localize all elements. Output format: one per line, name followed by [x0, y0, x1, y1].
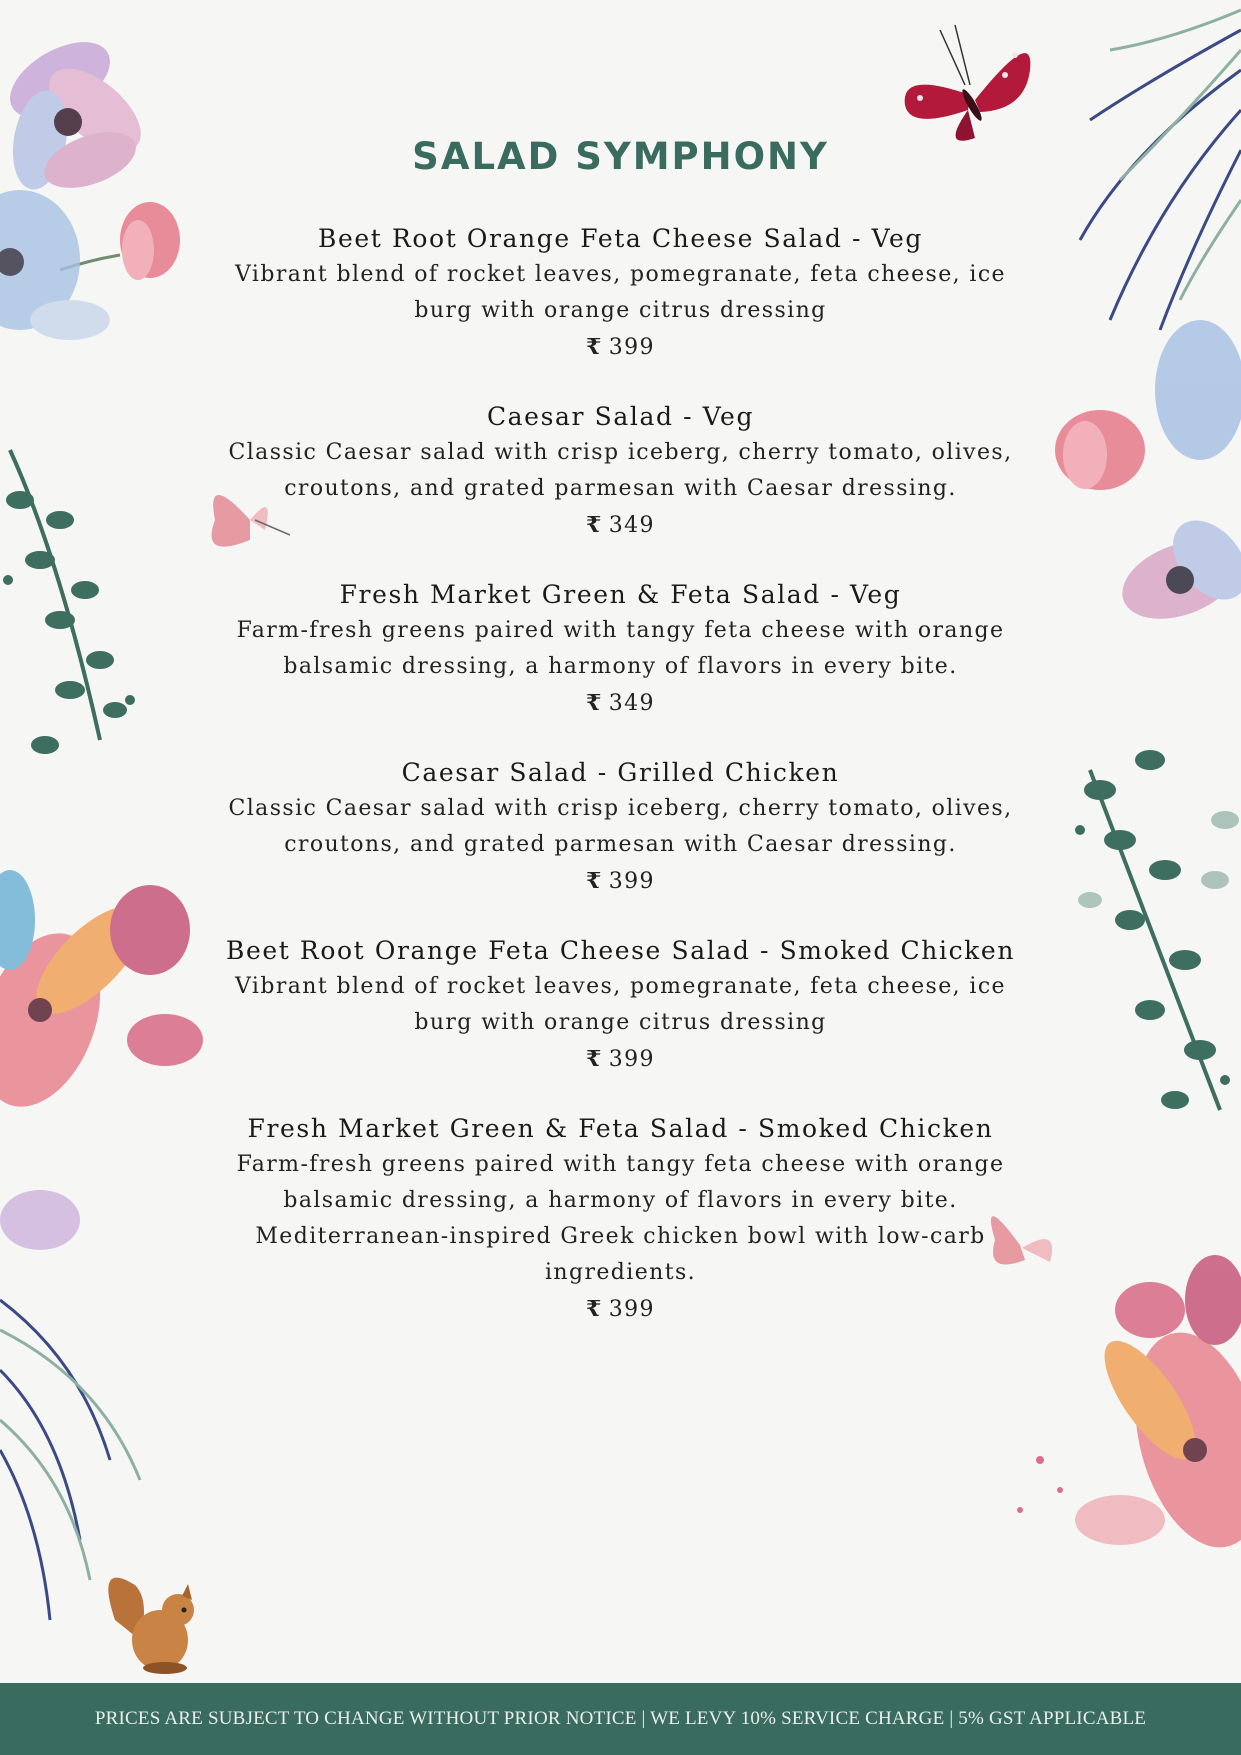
item-name: Beet Root Orange Feta Cheese Salad - Smoked Chicken — [225, 936, 1016, 965]
menu-title: SALAD SYMPHONY — [412, 135, 829, 178]
item-price-value: 399 — [608, 335, 655, 360]
item-name: Fresh Market Green & Feta Salad - Veg — [339, 580, 902, 609]
watercolor-flower-icon — [0, 1190, 80, 1250]
item-name: Beet Root Orange Feta Cheese Salad - Veg — [318, 224, 923, 253]
item-price — [220, 685, 1021, 722]
item-description: Classic Caesar salad with crisp iceberg, cherry tomato, olives, croutons, and grated parmesan with Caesar dressing. — [228, 440, 1013, 501]
item-price — [220, 1041, 1021, 1078]
menu-item — [220, 399, 1021, 544]
item-price — [220, 507, 1021, 544]
item-description: Vibrant blend of rocket leaves, pomegranate, feta cheese, ice burg with orange citrus dressing — [235, 974, 1006, 1035]
watercolor-flower-icon — [1055, 320, 1241, 633]
squirrel-icon — [108, 1578, 194, 1674]
item-price-value: 399 — [608, 1047, 655, 1072]
item-description: Classic Caesar salad with crisp iceberg, cherry tomato, olives, croutons, and grated parmesan with Caesar dressing. — [228, 796, 1013, 857]
watercolor-flower-icon — [0, 190, 110, 340]
eucalyptus-sprig-icon — [1075, 750, 1230, 1110]
menu-item — [220, 933, 1021, 1078]
item-description: Farm-fresh greens paired with tangy feta cheese with orange balsamic dressing, a harmony of flavors in every bite. — [236, 618, 1005, 679]
eucalyptus-sprig-icon — [1078, 811, 1239, 908]
palm-leaf-icon — [0, 1330, 140, 1580]
rupee-icon: ₹ — [586, 1296, 603, 1322]
item-description: Vibrant blend of rocket leaves, pomegranate, feta cheese, ice burg with orange citrus dressing — [235, 262, 1006, 323]
menu-item — [220, 755, 1021, 900]
rupee-icon: ₹ — [586, 690, 603, 716]
palm-leaf-icon — [0, 1300, 110, 1620]
palm-leaf-icon — [1080, 30, 1241, 330]
item-price-value: 399 — [608, 869, 655, 894]
eucalyptus-sprig-icon — [3, 450, 135, 754]
menu-item — [220, 577, 1021, 722]
item-price — [220, 1291, 1021, 1328]
item-description: Farm-fresh greens paired with tangy feta cheese with orange balsamic dressing, a harmony of flavors in every bite. Mediterranean-inspired Greek chicken bowl with low-carb ingredients. — [236, 1152, 1005, 1285]
item-name: Caesar Salad - Veg — [486, 402, 755, 431]
menu-item — [220, 1111, 1021, 1328]
rupee-icon: ₹ — [586, 868, 603, 894]
item-price-value: 349 — [608, 513, 655, 538]
menu-item — [220, 221, 1021, 366]
item-price — [220, 863, 1021, 900]
item-name: Fresh Market Green & Feta Salad - Smoked Chicken — [247, 1114, 994, 1143]
footer-notice: PRICES ARE SUBJECT TO CHANGE WITHOUT PRIOR NOTICE | WE LEVY 10% SERVICE CHARGE | 5% GST APPLICABLE — [0, 1683, 1241, 1755]
menu-list — [220, 221, 1021, 1361]
item-price-value: 349 — [608, 691, 655, 716]
item-price — [220, 329, 1021, 366]
rupee-icon: ₹ — [586, 334, 603, 360]
item-name: Caesar Salad - Grilled Chicken — [401, 758, 840, 787]
butterfly-icon — [905, 25, 1031, 141]
watercolor-flower-icon — [0, 870, 203, 1123]
item-price-value: 399 — [608, 1297, 655, 1322]
rupee-icon: ₹ — [586, 1046, 603, 1072]
watercolor-flower-icon — [1017, 1255, 1241, 1562]
rupee-icon: ₹ — [586, 512, 603, 538]
